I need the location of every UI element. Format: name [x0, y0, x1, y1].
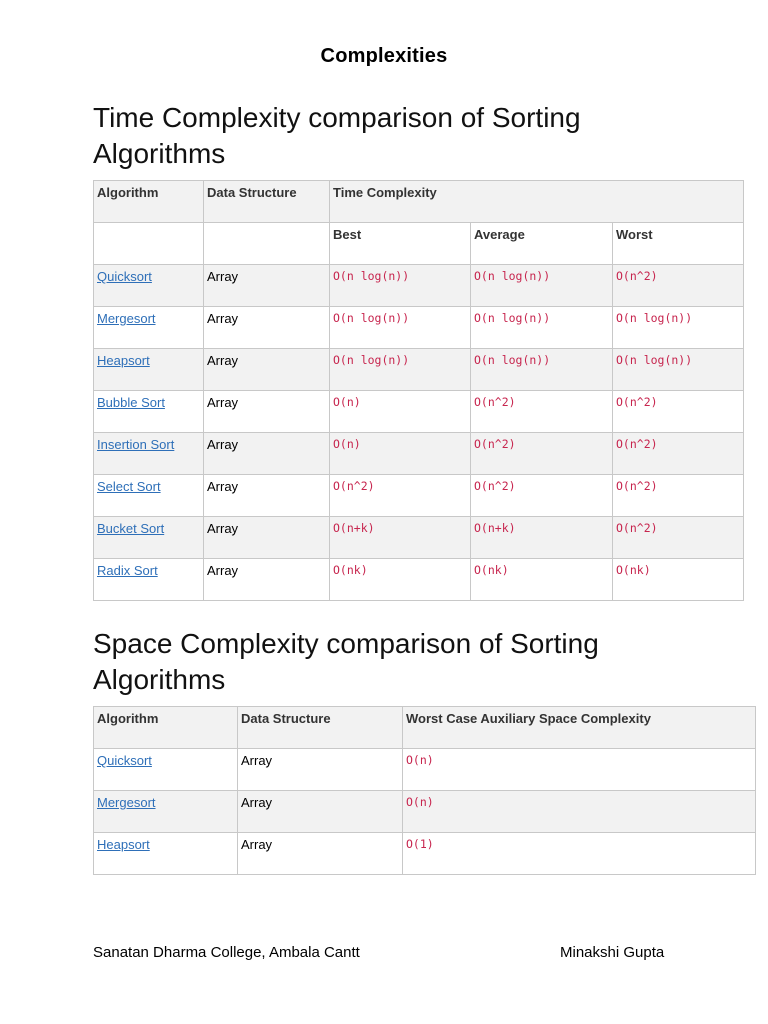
data-structure-cell: Array: [204, 475, 330, 517]
page-title: Complexities: [320, 45, 448, 67]
average-cell: O(n+k): [471, 517, 613, 559]
table-row: [94, 391, 744, 433]
table-header-row: [94, 181, 744, 223]
algorithm-link[interactable]: Quicksort: [97, 269, 152, 284]
best-cell: O(n+k): [330, 517, 471, 559]
space-cell: O(1): [403, 833, 756, 875]
data-structure-cell: Array: [204, 391, 330, 433]
worst-header: Worst: [613, 223, 744, 265]
time-complexity-table: [93, 180, 744, 601]
average-cell: O(n^2): [471, 433, 613, 475]
table-row: [94, 433, 744, 475]
table-row: [94, 749, 756, 791]
data-structure-cell: Array: [204, 307, 330, 349]
algorithm-header: Algorithm: [94, 707, 238, 749]
empty-cell: [94, 223, 204, 265]
algorithm-link[interactable]: Mergesort: [97, 311, 156, 326]
average-cell: O(n log(n)): [471, 307, 613, 349]
table-row: [94, 475, 744, 517]
algorithm-link[interactable]: Heapsort: [97, 837, 150, 852]
table-row: [94, 517, 744, 559]
average-cell: O(n log(n)): [471, 349, 613, 391]
average-cell: O(nk): [471, 559, 613, 601]
best-header: Best: [330, 223, 471, 265]
average-cell: O(n^2): [471, 391, 613, 433]
space-cell: O(n): [403, 791, 756, 833]
worst-cell: O(n^2): [613, 265, 744, 307]
algorithm-link[interactable]: Radix Sort: [97, 563, 158, 578]
table-row: [94, 559, 744, 601]
data-structure-cell: Array: [238, 833, 403, 875]
worst-cell: O(n^2): [613, 433, 744, 475]
worst-cell: O(n^2): [613, 475, 744, 517]
algorithm-link[interactable]: Heapsort: [97, 353, 150, 368]
space-complexity-heading: Space Complexity comparison of Sorting Algorithms: [93, 628, 599, 695]
best-cell: O(n log(n)): [330, 307, 471, 349]
algorithm-link[interactable]: Quicksort: [97, 753, 152, 768]
average-cell: O(n^2): [471, 475, 613, 517]
data-structure-cell: Array: [204, 349, 330, 391]
worst-cell: O(nk): [613, 559, 744, 601]
data-structure-cell: Array: [204, 433, 330, 475]
data-structure-cell: Array: [204, 517, 330, 559]
space-complexity-table: [93, 706, 756, 875]
algorithm-header: Algorithm: [94, 181, 204, 223]
best-cell: O(n log(n)): [330, 265, 471, 307]
space-cell: O(n): [403, 749, 756, 791]
worst-cell: O(n log(n)): [613, 307, 744, 349]
algorithm-link[interactable]: Mergesort: [97, 795, 156, 810]
algorithm-link[interactable]: Bubble Sort: [97, 395, 165, 410]
table-row: [94, 265, 744, 307]
data-structure-cell: Array: [204, 559, 330, 601]
data-structure-header: Data Structure: [238, 707, 403, 749]
time-complexity-header: Time Complexity: [330, 181, 744, 223]
table-row: [94, 833, 756, 875]
data-structure-cell: Array: [204, 265, 330, 307]
algorithm-link[interactable]: Bucket Sort: [97, 521, 165, 536]
algorithm-link[interactable]: Select Sort: [97, 479, 161, 494]
best-cell: O(n log(n)): [330, 349, 471, 391]
table-row: [94, 307, 744, 349]
best-cell: O(n): [330, 391, 471, 433]
footer-author: Minakshi Gupta: [560, 944, 665, 961]
table-subheader-row: [94, 223, 744, 265]
data-structure-header: Data Structure: [204, 181, 330, 223]
table-row: [94, 791, 756, 833]
data-structure-cell: Array: [238, 749, 403, 791]
table-header-row: [94, 707, 756, 749]
data-structure-cell: Array: [238, 791, 403, 833]
worst-cell: O(n^2): [613, 391, 744, 433]
worst-cell: O(n^2): [613, 517, 744, 559]
table-row: [94, 349, 744, 391]
algorithm-link[interactable]: Insertion Sort: [97, 437, 175, 452]
best-cell: O(n^2): [330, 475, 471, 517]
empty-cell: [204, 223, 330, 265]
average-cell: O(n log(n)): [471, 265, 613, 307]
worst-cell: O(n log(n)): [613, 349, 744, 391]
best-cell: O(nk): [330, 559, 471, 601]
average-header: Average: [471, 223, 613, 265]
space-complexity-header: Worst Case Auxiliary Space Complexity: [403, 707, 756, 749]
best-cell: O(n): [330, 433, 471, 475]
footer-college: Sanatan Dharma College, Ambala Cantt: [93, 944, 360, 961]
time-complexity-heading: Time Complexity comparison of Sorting Algorithms: [93, 102, 581, 169]
